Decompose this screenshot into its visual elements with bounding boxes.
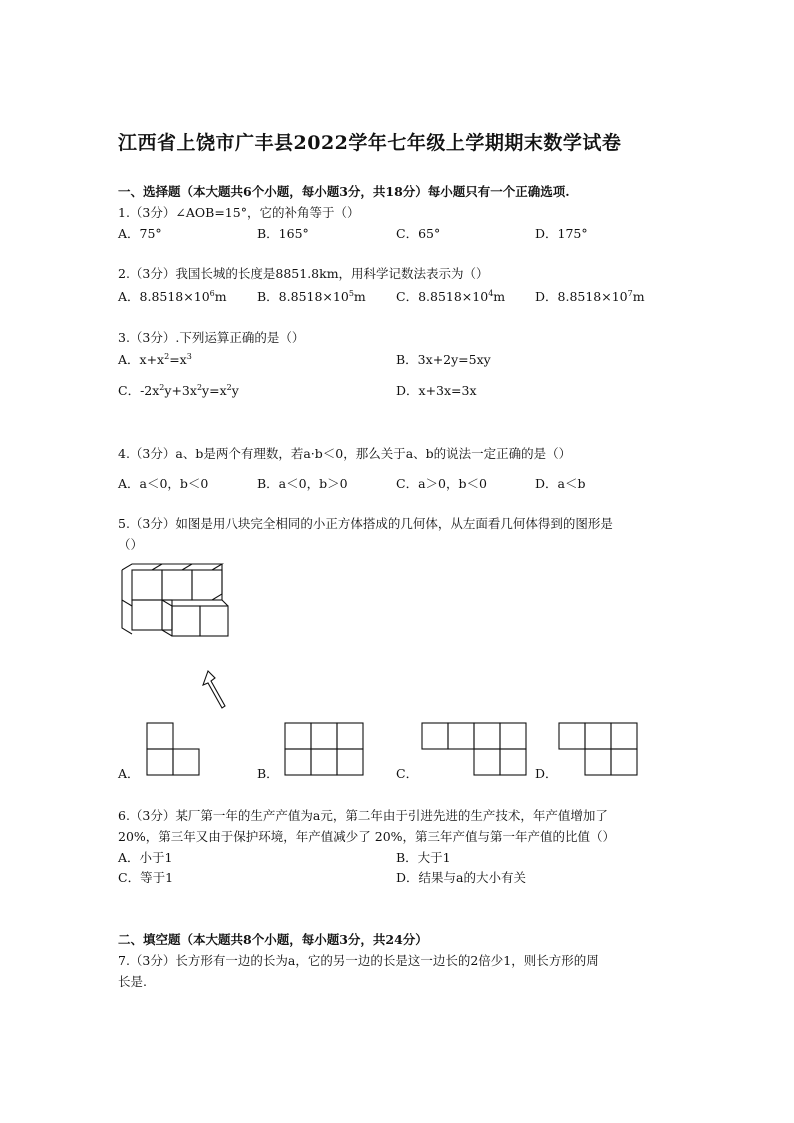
q1-option-c: C．65°	[396, 226, 441, 241]
q3-option-d: D．x+3x=3x	[396, 383, 477, 398]
q6-option-a: A．小于1	[118, 850, 173, 865]
q2-option-b: B．$8.8518\times 10^5m$	[257, 289, 366, 304]
q6-stem-line2: 20%，第三年又由于保护环境，年产值减少了 20%，第三年产值与第一年产值的比值（）	[118, 829, 616, 844]
q3-option-a: A．$x+x^2=x^3$	[118, 352, 192, 367]
q1-option-a: A．75°	[118, 226, 162, 241]
q1-option-b: B．165°	[257, 226, 309, 241]
q5-cube-figure	[118, 560, 238, 645]
q5-stem-line1: 5.（3分）如图是用八块完全相同的小正方体搭成的几何体，从左面看几何体得到的图形是	[118, 516, 613, 531]
section-2-heading: 二、填空题（本大题共8个小题，每小题3分，共24分）	[118, 932, 428, 947]
view-direction-arrow-icon	[200, 668, 230, 713]
section-1-heading: 一、选择题（本大题共6个小题，每小题3分，共18分）每小题只有一个正确选项.	[118, 184, 570, 199]
q5-option-d-figure	[558, 722, 640, 778]
q7-stem-line1: 7.（3分）长方形有一边的长为a，它的另一边的长是这一边长的2倍少1，则长方形的周	[118, 953, 599, 968]
q4-option-d: D．a＜b	[535, 476, 586, 491]
q5-option-a-label: A．	[118, 766, 140, 781]
q5-option-b-figure	[284, 722, 366, 778]
q6-option-d: D．结果与a的大小有关	[396, 870, 526, 885]
q5-option-a-figure	[146, 722, 202, 778]
q3-option-b: B．3x+2y=5xy	[396, 352, 491, 367]
q6-stem-line1: 6.（3分）某厂第一年的生产产值为a元，第二年由于引进先进的生产技术，年产值增加了	[118, 808, 608, 823]
q7-stem-line2: 长是.	[118, 974, 147, 989]
q4-option-a: A．a＜0，b＜0	[118, 476, 209, 491]
q6-option-b: B．大于1	[396, 850, 451, 865]
q4-option-c: C．a＞0，b＜0	[396, 476, 487, 491]
q2-option-c: C．$8.8518\times 10^4m$	[396, 289, 506, 304]
q5-stem-line2: （）	[118, 537, 144, 552]
q5-option-c-figure	[421, 722, 529, 778]
q1-stem: 1.（3分）∠AOB=15°，它的补角等于（）	[118, 205, 360, 220]
q3-option-c: C．$-2x^2y+3x^2y=x^2y$	[118, 383, 239, 398]
q5-option-b-label: B．	[257, 766, 279, 781]
q2-option-d: D．$8.8518\times 10^7m$	[535, 289, 645, 304]
q4-option-b: B．a＜0，b＞0	[257, 476, 348, 491]
q5-option-c-label: C．	[396, 766, 419, 781]
q2-option-a: A．$8.8518\times 10^6m$	[118, 289, 227, 304]
page-title: 江西省上饶市广丰县2022学年七年级上学期期末数学试卷	[118, 132, 622, 154]
q2-stem: 2.（3分）我国长城的长度是8851.8km，用科学记数法表示为（）	[118, 266, 489, 281]
q1-option-d: D．175°	[535, 226, 588, 241]
q3-stem: 3.（3分）.下列运算正确的是（）	[118, 330, 305, 345]
q4-stem: 4.（3分）a、b是两个有理数，若a·b＜0，那么关于a、b的说法一定正确的是（）	[118, 446, 572, 461]
q5-option-d-label: D．	[535, 766, 558, 781]
q6-option-c: C．等于1	[118, 870, 174, 885]
